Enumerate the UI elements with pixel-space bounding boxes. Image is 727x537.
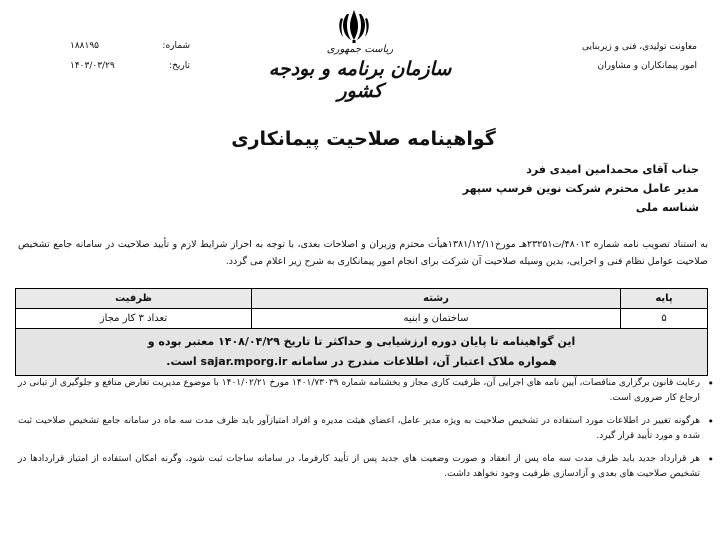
recipient-position: مدیر عامل محترم شرکت نوین فرسپ سپهر bbox=[462, 182, 699, 195]
qualification-table bbox=[15, 288, 708, 376]
validity-line-2 bbox=[24, 352, 699, 372]
iran-emblem-icon bbox=[337, 8, 371, 44]
list-item: • هرگونه تغییر در اطلاعات مورد استفاده در تشخیص صلاحیت به ویژه مدیر عامل، اعضای هیئت مدیره و افراد امتیازآور باید ظرف مدت سه ماه در سامانه جامع تشخیص صلاحیت ثبت شده و مورد تأیید قرار گیرد. bbox=[18, 414, 708, 444]
letter-number-label: شماره: bbox=[162, 41, 190, 51]
capacity-cell: تعداد ۳ کار مجاز bbox=[16, 309, 252, 329]
capacity-header: ظرفیت bbox=[16, 289, 252, 309]
department-line-1: معاونت تولیدی، فنی و زیربنایی bbox=[582, 42, 697, 52]
list-item: • هر قرارداد جدید باید ظرف مدت سه ماه پس از انعقاد و صورت وضعیت های جدید پس از تأیید کارفرما، در سامانه ساجات ثبت شود، وگرنه امکان استفاده از امتیاز قراردادها در تشخیص صلاحیت های بعدی و آزادسازی ظرفیت وجود نخواهد داشت. bbox=[18, 452, 708, 482]
validity-row bbox=[16, 329, 708, 376]
letter-number-row bbox=[70, 36, 190, 56]
department-block bbox=[517, 38, 697, 76]
department-line-2: امور پیمانکاران و مشاوران bbox=[597, 61, 697, 71]
validity-line-2-end: است. bbox=[166, 355, 197, 368]
letter-date-row bbox=[70, 56, 190, 76]
table-header-row bbox=[16, 289, 708, 309]
intro-paragraph: به استناد تصویب نامه شماره ۴۸۰۱۳/ت۲۳۲۵۱هـ مورخ۱۳۸۱/۱۲/۱۱هیأت محترم وزیران و اصلاحات بعدی، با توجه به احراز شرایط لازم و تأیید صلاحیت در سامانه جامع تشخیص صلاحیت عوامل نظام فنی و اجرایی، بدین وسیله صلاحیت آن شرکت برای انجام امور پیمانکاری به شرح زیر اعلام می گردد. bbox=[18, 239, 708, 267]
grade-header: پایه bbox=[621, 289, 708, 309]
validity-line-1: این گواهینامه تا پایان دوره ارزشیابی و حداکثر تا تاریخ ۱۴۰۸/۰۴/۲۹ معتبر بوده و bbox=[147, 335, 576, 348]
letter-date-label: تاریخ: bbox=[169, 61, 190, 71]
letter-number-value: ۱۸۸۱۹۵ bbox=[70, 41, 100, 51]
document-title: گواهینامه صلاحیت پیمانکاری bbox=[231, 128, 496, 150]
org-name: سازمان برنامه و بودجه کشور bbox=[268, 58, 452, 102]
field-cell: ساختمان و ابنیه bbox=[252, 309, 621, 329]
field-header: رشته bbox=[252, 289, 621, 309]
validity-site: sajar.mporg.ir bbox=[200, 355, 288, 368]
validity-line-2-start: همواره ملاک اعتبار آن، اطلاعات مندرج در سامانه bbox=[291, 355, 557, 368]
grade-cell: ۵ bbox=[621, 309, 708, 329]
notes-list bbox=[18, 376, 722, 490]
validity-cell bbox=[16, 329, 708, 376]
recipient-national-id: شناسه ملی bbox=[635, 201, 699, 214]
org-subtitle: ریاست جمهوری bbox=[326, 44, 394, 55]
letter-meta bbox=[70, 36, 190, 76]
list-item: • رعایت قانون برگزاری مناقصات، آیین نامه های اجرایی آن، ظرفیت کاری مجاز و بخشنامه شماره ۱۴۰۱/۷۳۰۳۹ مورخ ۱۴۰۱/۰۲/۲۱ با موضوع مدیریت تعارض منافع و جلوگیری از تبانی در ارجاع کار ضروری است. bbox=[18, 376, 708, 406]
table-row bbox=[16, 309, 708, 329]
recipient-name: جناب آقای محمدامین امیدی فرد bbox=[526, 163, 699, 176]
letter-date-value: ۱۴۰۳/۰۳/۲۹ bbox=[70, 61, 115, 71]
